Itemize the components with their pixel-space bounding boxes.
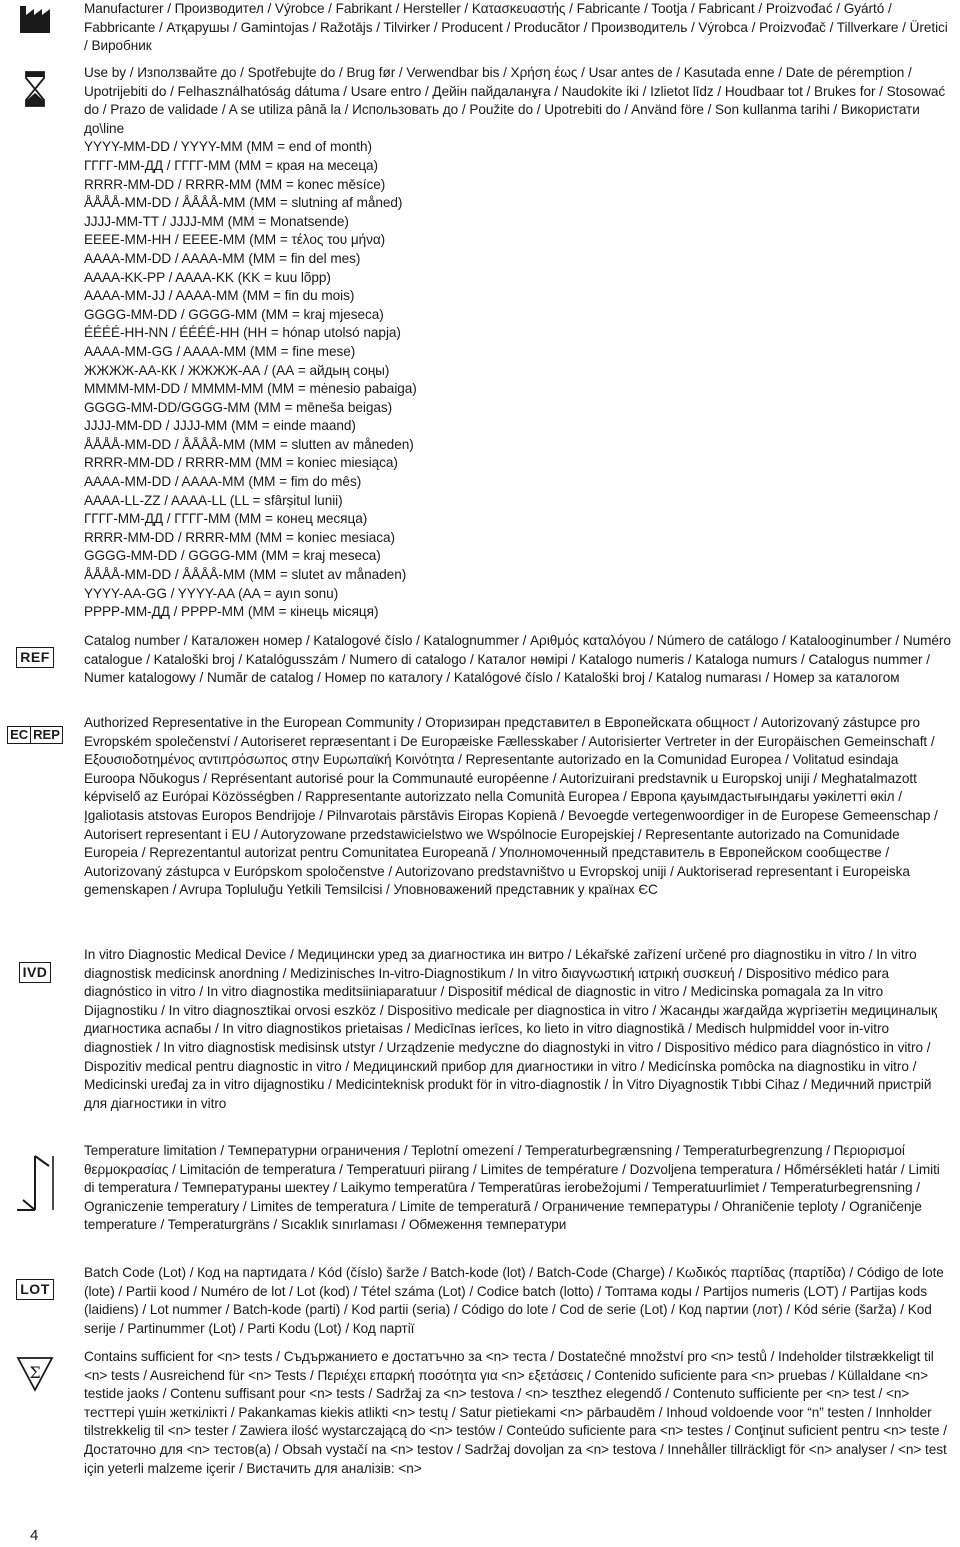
date-format-line: YYYY-MM-DD / YYYY-MM (MM = end of month) xyxy=(84,139,372,155)
date-format-line: GGGG-MM-DD / GGGG-MM (MM = kraj meseca) xyxy=(84,548,381,564)
date-format-line: AAAA-MM-GG / AAAA-MM (MM = fine mese) xyxy=(84,343,356,359)
thermometer-icon xyxy=(0,1152,70,1214)
date-format-line: GGGG-MM-DD / GGGG-MM (MM = kraj mjeseca) xyxy=(84,306,384,322)
date-format-line: AAAA-MM-JJ / AAAA-MM (MM = fin du mois) xyxy=(84,288,355,304)
lot-text xyxy=(84,1264,952,1338)
manufacturer-text xyxy=(84,0,952,56)
date-format-line: AAAA-KK-PP / AAAA-KK (KK = kuu lõpp) xyxy=(84,269,331,285)
date-format-line: ÅÅÅÅ-MM-DD / ÅÅÅÅ-MM (MM = slutet av månaden) xyxy=(84,567,407,583)
catalog-number-text xyxy=(84,632,952,688)
date-format-line: ÉÉÉÉ-HH-NN / ÉÉÉÉ-HH (HH = hónap utolsó napja) xyxy=(84,325,401,341)
date-format-line: ÅÅÅÅ-MM-DD / ÅÅÅÅ-MM (MM = slutning af måned) xyxy=(84,195,403,211)
ec-label: EC xyxy=(7,726,31,744)
paragraph: Authorized Representative in the European Community / Оторизиран представител в Европейската общност / Autorizovaný zástupce pro Evropském společenství / Autoriseret repræsentant i De Europæiske Fællesskaber / Autorisierter Vertreter in der Europäischen Gemeinschaft / Εξουσιοδοτημένος αντιπρόσωπος στην Ευρωπαϊκή Κοινότητα / Representante autorizado en la Comunidad Europea / Volitatud esindaja Euroopa Nõukogus / Représentant autorisé pour la Communauté européenne / Autorizuirani predstavnik u Europskoj uniji / Meghatalmazott képviselő az Európai Közösségben / Rappresentante autorizzato nella Comunità Europea / Европа қауымдастығындағы уәкілетті өкіл / Įgaliotasis atstovas Europos Bendrijoje / Pilnvarotais pārstāvis Eiropas Kopienā / Bevoegde vertegenwoordiger in de Europese Gemeenschap / Autorisert representant i EU / Autoryzowane przedstawicielstwo we Wspólnocie Europejskiej / Representante autorizado na Comunidade Europeia / Reprezentantul autorizat pentru Comunitatea Europeană / Уполномоченный представитель в Европейском сообществе / Autorizovaný zástupca v Európskom spoločenstve / Autorizovano predstavništvo u Evropskoj uniji / Auktoriserad representant i Europeiska gemenskapen / Avrupa Topluluğu Yetkili Temsilcisi / Уповноважений представник у країнах ЄС xyxy=(84,715,938,898)
date-format-line: GGGG-MM-DD/GGGG-MM (MM = mēneša beigas) xyxy=(84,399,393,415)
date-format-line: MMMM-MM-DD / MMMM-MM (MM = mėnesio pabaiga) xyxy=(84,381,417,397)
ec-rep-text xyxy=(84,714,952,900)
date-format-line: JJJJ-MM-DD / JJJJ-MM (MM = einde maand) xyxy=(84,418,356,434)
factory-icon xyxy=(0,4,70,34)
rep-label: REP xyxy=(31,726,63,744)
ref-symbol: REF xyxy=(16,647,54,668)
paragraph: Catalog number / Каталожен номер / Katalogové číslo / Katalognummer / Αριθμός καταλόγου / Número de catálogo / Katalooginumber / Numéro catalogue / Kataloški broj / Katalógusszám / Numero di catalogo / Каталог нөмірі / Katalogo numeris / Kataloga numurs / Catalogus nummer / Numer katalogowy / Număr de catalog / Номер по каталогу / Katalógové číslo / Kataloški broj / Katalog numarası / Номер за каталогом xyxy=(84,633,951,686)
date-format-line: AAAA-MM-DD / AAAA-MM (MM = fin del mes) xyxy=(84,250,361,266)
use-by-text xyxy=(84,64,952,622)
date-format-line: RRRR-MM-DD / RRRR-MM (MM = konec měsíce) xyxy=(84,176,386,192)
date-format-line: ÅÅÅÅ-MM-DD / ÅÅÅÅ-MM (MM = slutten av måneden) xyxy=(84,436,414,452)
paragraph: Use by / Използвайте до / Spotřebujte do / Brug før / Verwendbar bis / Χρήση έως / Usar antes de / Kasutada enne / Date de péremption / Upotrijebiti do / Felhasználhatóság dátuma / Usare entro / Дейін пайдаланұға / Naudokite iki / Izlietot līdz / Houdbaar tot / Brukes for / Stosować do / Prazo de validade / A se utiliza până la / Использовать до / Použite do / Upotrebiti do / Använd före / Son kullanma tarihi / Використати до\line xyxy=(84,65,946,136)
date-format-line: AAAA-LL-ZZ / AAAA-LL (LL = sfârșitul lunii) xyxy=(84,492,343,508)
date-format-line: AAAA-MM-DD / AAAA-MM (MM = fim do mês) xyxy=(84,474,362,490)
svg-text:Σ: Σ xyxy=(29,1363,41,1382)
page-number: 4 xyxy=(30,1527,39,1544)
hourglass-icon xyxy=(0,70,70,108)
paragraph: Contains sufficient for <n> tests / Съдържанието е достатъчно за <n> теста / Dostatečné množství pro <n> testů / Indeholder tilstrækkeligt til <n> tests / Ausreichend für <n> Tests / Περιέχει επαρκή ποσότητα για <n> εξετάσεις / Contenido suficiente para <n> pruebas / Küllaldane <n> testide jaoks / Contenu suffisant pour <n> tests / Sadržaj za <n> testova / <n> teszthez elegendő / Contenuto sufficiente per <n> test / <n> тесттері үшін жеткілікті / Pakankamas kiekis atlikti <n> testų / Satur pietiekami <n> pārbaudēm / Inhoud voldoende voor “n” testen / Innholder tilstrekkelig til <n> tester / Zawiera ilość wystarczającą do <n> testów / Conteúdo suficiente para <n> testes / Conţinut suficient pentru <n> teste / Достаточно для <n> тестов(а) / Obsah vystačí na <n> testov / Sadržaj dovoljan za <n> testova / Innehåller tillräckligt för <n> analyser / <n> test için yeterli malzeme içerir / Вистачить для аналізів: <n> xyxy=(84,1349,947,1476)
date-format-line: ΕΕΕΕ-ΜΜ-ΗΗ / ΕΕΕΕ-ΜΜ (ΜΜ = τέλος του μήνα) xyxy=(84,232,386,248)
date-format-line: ГГГГ-ММ-ДД / ГГГГ-ММ (ММ = края на месеца) xyxy=(84,157,379,173)
paragraph: Temperature limitation / Температурни ограничения / Teplotní omezení / Temperaturbegrænsning / Temperaturbegrenzung / Περιορισμοί θερμοκρασίας / Limitación de temperatura / Temperatuuri piirang / Limites de température / Dozvoljena temperatura / Hőmérsékleti határ / Limiti di temperatura / Температураны шектеу / Laikymo temperatūra / Temperatūras ierobežojumi / Temperatuurlimiet / Temperaturbegrensning / Ograniczenie temperatury / Limites de temperatura / Limite de temperatură / Ограничение температуры / Ohraničenie teploty / Ograničenje temperature / Temperaturgräns / Sıcaklık sınırlaması / Обмеження температури xyxy=(84,1143,940,1233)
ec-rep-symbol xyxy=(7,726,63,744)
paragraph: Manufacturer / Производител / Výrobce / Fabrikant / Hersteller / Κατασκευαστής / Fabricante / Tootja / Fabricant / Proizvođać / Gyártó / Fabbricante / Атқарушы / Gamintojas / Ražotājs / Tilvirker / Producent / Producător / Производитель / Výrobca / Proizvođač / Tillverkare / Üretici / Виробник xyxy=(84,1,948,54)
date-format-line: JJJJ-MM-TT / JJJJ-MM (MM = Monatsende) xyxy=(84,213,349,229)
date-format-line: YYYY-AA-GG / YYYY-AA (AA = ayın sonu) xyxy=(84,585,339,601)
sufficient-text xyxy=(84,1348,952,1478)
date-format-line: RRRR-MM-DD / RRRR-MM (MM = koniec miesiąca) xyxy=(84,455,398,471)
sigma-triangle-icon xyxy=(0,1354,70,1394)
date-format-line: ГГГГ-ММ-ДД / ГГГГ-ММ (ММ = конец месяца) xyxy=(84,511,368,527)
temperature-text xyxy=(84,1142,952,1235)
paragraph: In vitro Diagnostic Medical Device / Медицински уред за диагностика ин витро / Lékařské zařízení určené pro diagnostiku in vitro / In vitro diagnostisk medicinsk anordning / Medizinisches In-vitro-Diagnostikum / In vitro διαγνωστική ιατρική συσκευή / Dispositivo médico para diagnóstico in vitro / In vitro diagnostika meditsiiniaparatuur / Dispositif médical de diagnostic in vitro / Medicinska pomagala za In vitro Dijagnostiku / In vitro diagnosztikai orvosi eszköz / Dispositivo medicale per diagnostica in vitro / Жасанды жағдайда жүргізетін медициналық диагностика аспабы / In vitro diagnostikos prietaisas / Medicīnas ierīces, ko lieto in vitro diagnostikā / Medisch hulpmiddel voor in-vitro diagnostiek / In vitro diagnostisk medisinsk utstyr / Urządzenie medyczne do diagnostyki in vitro / Dispositivo médico para diagnóstico in vitro / Dispozitiv medical pentru diagnostic in vitro / Медицинский прибор для диагностики in vitro / Medicínska pomôcka na diagnostiku in vitro / Medicinski uređaj za in vitro dijagnostiku / Medicinteknisk produkt för in vitro-diagnostik / İn Vitro Diyagnostik Tıbbi Cihaz / Медичний пристрій для діагностики in vitro xyxy=(84,947,937,1111)
date-format-line: ЖЖЖЖ-АА-КК / ЖЖЖЖ-АА / (АА = айдың соңы) xyxy=(84,362,390,378)
date-format-line: РРРР-ММ-ДД / РРРР-ММ (ММ = кінець місяця) xyxy=(84,604,379,620)
date-format-line: RRRR-MM-DD / RRRR-MM (MM = koniec mesiaca) xyxy=(84,529,395,545)
paragraph: Batch Code (Lot) / Код на партидата / Kód (číslo) šarže / Batch-kode (lot) / Batch-Code (Charge) / Κωδικός παρτίδας (παρτίδα) / Código de lote (lote) / Partii kood / Numéro de lot / Lot (kod) / Tétel száma (Lot) / Codice batch (lotto) / Топтама коды / Partijos numeris (LOT) / Partijas kods (laidiens) / Lot nummer / Batch-kode (parti) / Kod partii (seria) / Código do lote / Cod de serie (Lot) / Код партии (лот) / Kód série (šarža) / Kod serije / Partinummer (Lot) / Parti Kodu (Lot) / Код партії xyxy=(84,1265,944,1336)
ivd-symbol: IVD xyxy=(19,962,52,983)
lot-symbol: LOT xyxy=(16,1279,54,1300)
ivd-text xyxy=(84,946,952,1113)
